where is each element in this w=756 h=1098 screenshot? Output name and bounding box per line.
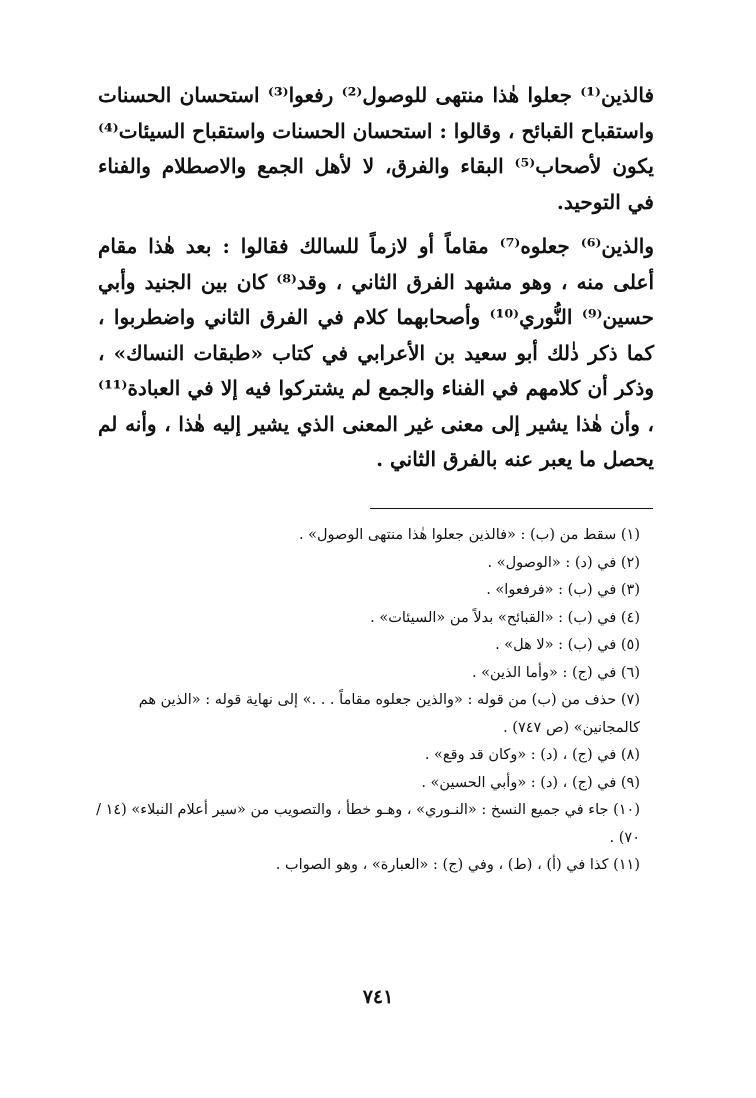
footnote-separator	[370, 508, 653, 509]
footnote-8: (٨) في (ج) ، (د) : «وكان قد وقع» .	[424, 747, 640, 763]
footnote-9: (٩) في (ج) ، (د) : «وأبي الحسين» .	[421, 774, 640, 791]
footnote-1: (١) سقط من (ب) : «فالذين جعلوا هٰذا منتهى الوصول» .	[298, 527, 640, 543]
footnote-3: (٣) في (ب) : «فرفعوا» .	[486, 582, 640, 598]
footnote-10: (١٠) جاء في جميع النسخ : «النـوري» ، وهـو خطأ ، والتصويب من «سير أعلام النبلاء» (١٤ / ٧٠) .	[96, 802, 640, 846]
main-text	[98, 78, 654, 478]
footnote-6: (٦) في (ج) : «وأما الذين» .	[471, 664, 640, 681]
paragraph-2: والذين⁽⁶⁾ جعلوه⁽⁷⁾ مقاماً أو لازماً للسالك فقالوا : بعد هٰذا مقام أعلى منه ، وهو مشهد الفرق الثاني ، وقد⁽⁸⁾ كان بين الجنيد وأبي حسين⁽⁹⁾ النُّوري⁽¹⁰⁾ وأصحابهما كلام في الفرق الثاني واضطربوا ، كما ذكر ذٰلك أبو سعيد بن الأعرابي في كتاب «طبقات النساك» ، وذكر أن كلامهم في الفناء والجمع لم يشتركوا فيه إلا في العبادة⁽¹¹⁾ ، وأن هٰذا يشير إلى معنى غير المعنى الذي يشير إليه هٰذا ، وأنه لم يحصل ما يعبر عنه بالفرق الثاني .	[98, 234, 655, 471]
paragraph-1: فالذين⁽¹⁾ جعلوا هٰذا منتهى للوصول⁽²⁾ رفعوا⁽³⁾ استحسان الحسنات واستقباح القبائح ، وقالوا : استحسان الحسنات واستقباح السيئات⁽⁴⁾ يكون لأصحاب⁽⁵⁾ البقاء والفرق، لا لأهل الجمع والاصطلام والفناء في التوحيد.	[98, 83, 655, 214]
page-number: ٧٤١	[362, 986, 394, 1008]
footnote-11: (١١) كذا في (أ) ، (ط) ، وفي (ج) : «العبارة» ، وهو الصواب .	[275, 857, 640, 873]
footnotes	[96, 522, 654, 880]
footnote-5: (٥) في (ب) : «لا هل» .	[495, 637, 640, 653]
footnote-7: (٧) حذف من (ب) من قوله : «والذين جعلوه مقاماً . . .» إلى نهاية قوله : «الذين هم كالمجانين» (ص ٧٤٧) .	[138, 692, 640, 736]
footnote-4: (٤) في (ب) : «القبائح» بدلاً من «السيئات» .	[370, 609, 640, 626]
footnote-2: (٢) في (د) : «الوصول» .	[487, 554, 640, 571]
